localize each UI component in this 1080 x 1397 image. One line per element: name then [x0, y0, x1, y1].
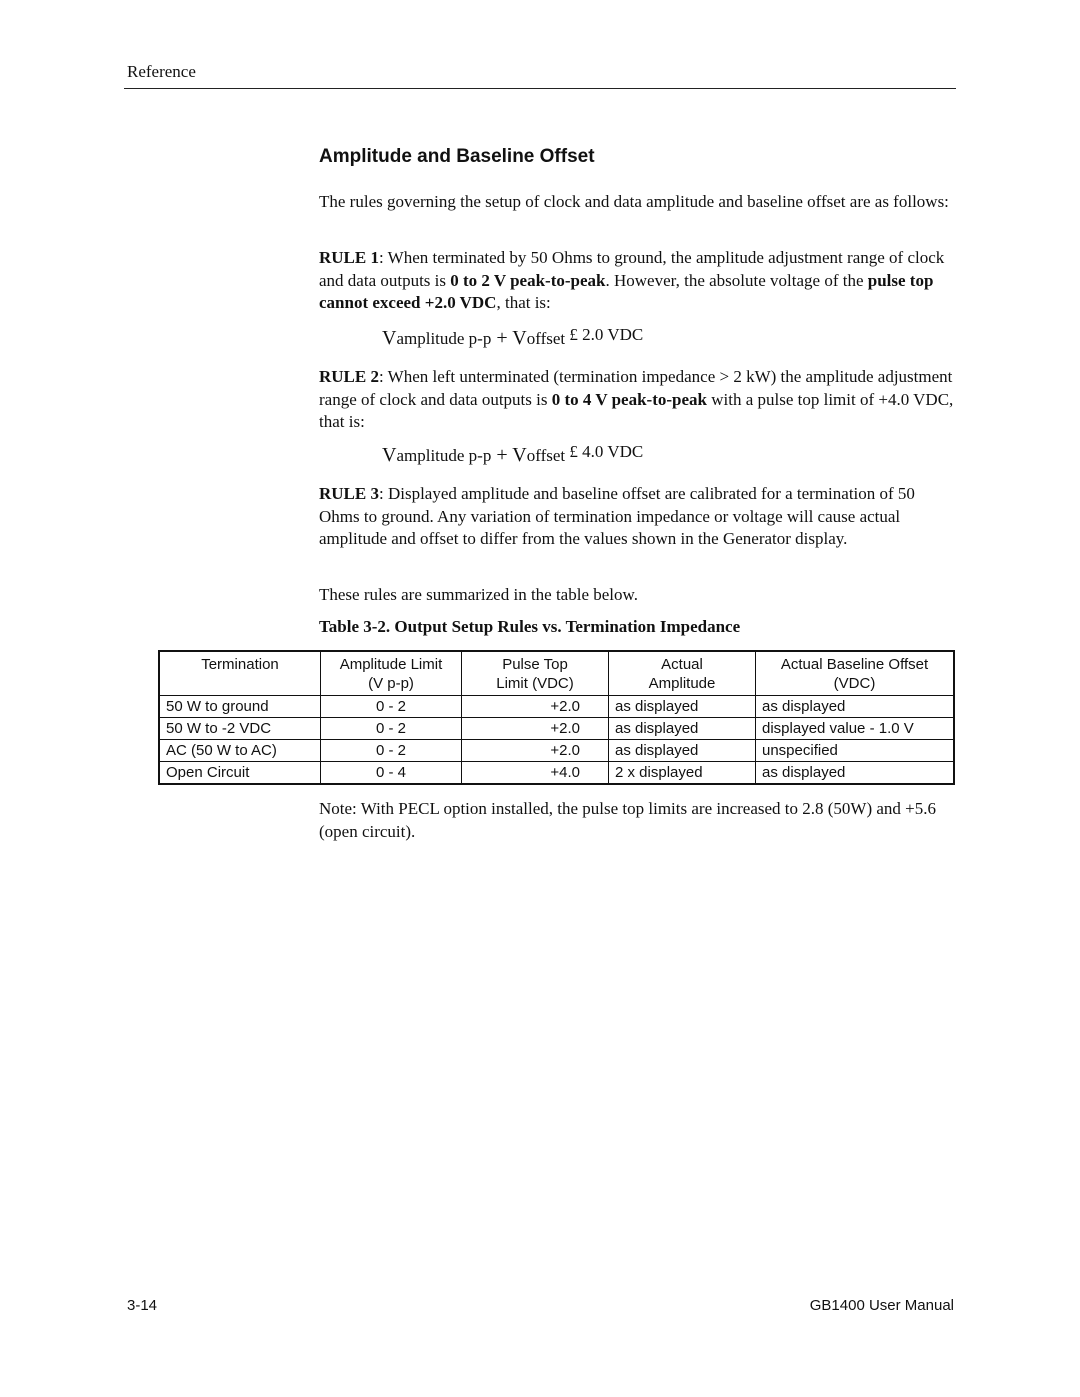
cell-amplitude-limit: 0 - 2	[321, 740, 462, 762]
rule-2-label: RULE 2	[319, 367, 379, 386]
formula-rule-1	[382, 327, 643, 350]
rule-1-paragraph	[319, 247, 955, 315]
table-row	[159, 696, 954, 718]
formula-rule-2	[382, 444, 643, 467]
manual-title: GB1400 User Manual	[809, 1297, 954, 1314]
header-line: Actual	[661, 656, 703, 673]
cell-termination: 50 W to ground	[159, 696, 321, 718]
rule-1-text-a: : When terminated by 50 Ohms to ground, the amplitude adjustment range of clock and data outputs is	[319, 248, 945, 290]
header-termination	[159, 651, 321, 696]
header-line: Termination	[201, 656, 279, 673]
cell-pulse-top: +2.0	[462, 740, 609, 762]
section-title: Amplitude and Baseline Offset	[319, 146, 595, 167]
cell-termination: AC (50 W to AC)	[159, 740, 321, 762]
page-number: 3-14	[127, 1297, 158, 1314]
cell-actual-amplitude: as displayed	[609, 696, 756, 718]
cell-termination: Open Circuit	[159, 762, 321, 785]
formula-plus: +	[491, 327, 513, 349]
running-header: Reference	[127, 62, 196, 81]
rule-2-range: 0 to 4 V peak-to-peak	[551, 389, 707, 409]
formula-rhs: 2.0 VDC	[577, 325, 644, 344]
formula-sub: offset	[526, 446, 566, 465]
cell-amplitude-limit: 0 - 4	[321, 762, 462, 785]
formula-sub: amplitude p-p	[396, 329, 492, 348]
header-pulse-top	[462, 651, 609, 696]
table-row	[159, 762, 954, 785]
rule-3-text: : Displayed amplitude and baseline offset are calibrated for a termination of 50 Ohms to ground. Any variation of termination impedance or voltage will cause actual amplitude and offset to differ from the values shown in the Generator display.	[319, 484, 915, 548]
header-actual-amplitude	[609, 651, 756, 696]
formula-sub: offset	[526, 329, 566, 348]
header-line: Amplitude	[648, 675, 716, 692]
formula-rhs: 4.0 VDC	[577, 442, 644, 461]
formula-v: V	[382, 444, 397, 466]
intro-paragraph: The rules governing the setup of clock and data amplitude and baseline offset are as follows:	[319, 192, 949, 211]
rule-1-text-c: , that is:	[496, 293, 551, 312]
table-row	[159, 740, 954, 762]
cell-baseline-offset: displayed value - 1.0 V	[756, 718, 955, 740]
cell-pulse-top: +2.0	[462, 696, 609, 718]
pecl-note: Note: With PECL option installed, the pulse top limits are increased to 2.8 (50W) and +5.6 (open circuit).	[319, 799, 937, 841]
header-line: (V p-p)	[368, 675, 414, 692]
rule-1-range: 0 to 2 V peak-to-peak	[450, 270, 606, 290]
table-caption: Table 3-2. Output Setup Rules vs. Termination Impedance	[319, 617, 741, 636]
table-row	[159, 718, 954, 740]
formula-v: V	[382, 327, 397, 349]
cell-pulse-top: +4.0	[462, 762, 609, 785]
rule-3-label: RULE 3	[319, 484, 379, 503]
table-header-row	[159, 651, 954, 696]
rule-2-text-a: : When left unterminated (termination impedance > 2 kW) the amplitude adjustment range of clock and data outputs is	[319, 367, 953, 409]
cell-baseline-offset: unspecified	[756, 740, 955, 762]
cell-pulse-top: +2.0	[462, 718, 609, 740]
cell-baseline-offset: as displayed	[756, 762, 955, 785]
header-amplitude-limit	[321, 651, 462, 696]
formula-v: V	[512, 444, 527, 466]
rule-1-limit: pulse top cannot exceed +2.0 VDC	[319, 270, 934, 312]
formula-plus: +	[491, 444, 513, 466]
cell-amplitude-limit: 0 - 2	[321, 696, 462, 718]
header-line: (VDC)	[833, 675, 876, 692]
cell-actual-amplitude: as displayed	[609, 740, 756, 762]
cell-actual-amplitude: as displayed	[609, 718, 756, 740]
cell-termination: 50 W to -2 VDC	[159, 718, 321, 740]
output-setup-rules-table	[158, 650, 955, 785]
cell-actual-amplitude: 2 x displayed	[609, 762, 756, 785]
header-rule	[124, 88, 956, 89]
header-line: Pulse Top	[502, 656, 568, 673]
formula-sub: amplitude p-p	[396, 446, 492, 465]
header-baseline-offset	[756, 651, 955, 696]
rule-3-paragraph	[319, 483, 955, 551]
cell-baseline-offset: as displayed	[756, 696, 955, 718]
header-line: Limit (VDC)	[496, 675, 574, 692]
cell-amplitude-limit: 0 - 2	[321, 718, 462, 740]
rule-1-label: RULE 1	[319, 248, 379, 267]
formula-le: £	[565, 325, 578, 344]
formula-v: V	[512, 327, 527, 349]
rule-2-paragraph	[319, 366, 955, 434]
header-line: Actual Baseline Offset	[780, 656, 929, 673]
rule-1-text-b: . However, the absolute voltage of the	[605, 270, 868, 290]
header-line: Amplitude Limit	[339, 656, 443, 673]
summary-paragraph: These rules are summarized in the table below.	[319, 585, 638, 604]
formula-le: £	[565, 442, 578, 461]
rule-2-text-b: with a pulse top limit of +4.0 VDC, that is:	[319, 389, 954, 431]
